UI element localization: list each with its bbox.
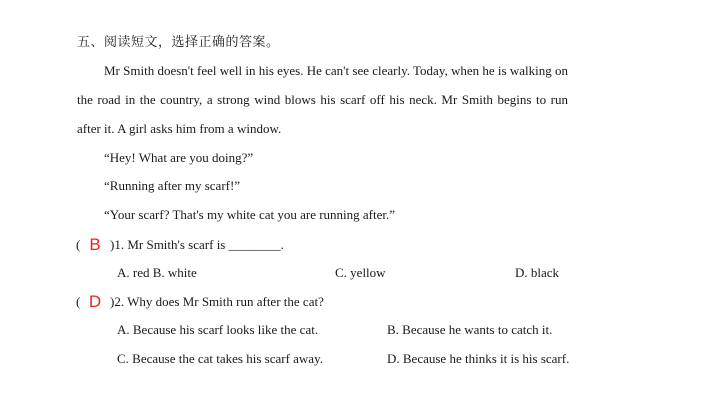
question-1-answer-mark: B	[89, 235, 101, 254]
question-2-option-d: D. Because he thinks it is his scarf.	[387, 351, 570, 366]
question-1-option-d: D. black	[515, 265, 560, 280]
dialogue-line-3: “Your scarf? That's my white cat you are running after.”	[104, 207, 396, 222]
section-heading: 五、阅读短文，选择正确的答案。	[77, 34, 280, 49]
dialogue-line-2: “Running after my scarf!”	[104, 178, 241, 193]
question-1-option-ab: A. red B. white	[117, 265, 197, 280]
question-1-open-paren: (	[76, 237, 81, 252]
question-2	[76, 293, 324, 310]
passage-line-3: after it. A girl asks him from a window.	[77, 121, 282, 136]
question-1-option-c: C. yellow	[335, 265, 386, 280]
question-2-option-b: B. Because he wants to catch it.	[387, 322, 553, 337]
question-1-text: )1. Mr Smith's scarf is ________.	[110, 237, 284, 252]
question-2-open-paren: (	[76, 294, 81, 309]
passage-line-1: Mr Smith doesn't feel well in his eyes. He can't see clearly. Today, when he is walking on	[104, 63, 568, 78]
question-1	[76, 236, 284, 253]
question-2-option-c: C. Because the cat takes his scarf away.	[117, 351, 323, 366]
question-2-answer-mark: D	[88, 292, 102, 311]
question-2-option-a: A. Because his scarf looks like the cat.	[117, 322, 319, 337]
question-2-text: )2. Why does Mr Smith run after the cat?	[110, 294, 324, 309]
dialogue-line-1: “Hey! What are you doing?”	[104, 150, 254, 165]
passage-line-2: the road in the country, a strong wind blows his scarf off his neck. Mr Smith begins to run	[77, 92, 568, 107]
